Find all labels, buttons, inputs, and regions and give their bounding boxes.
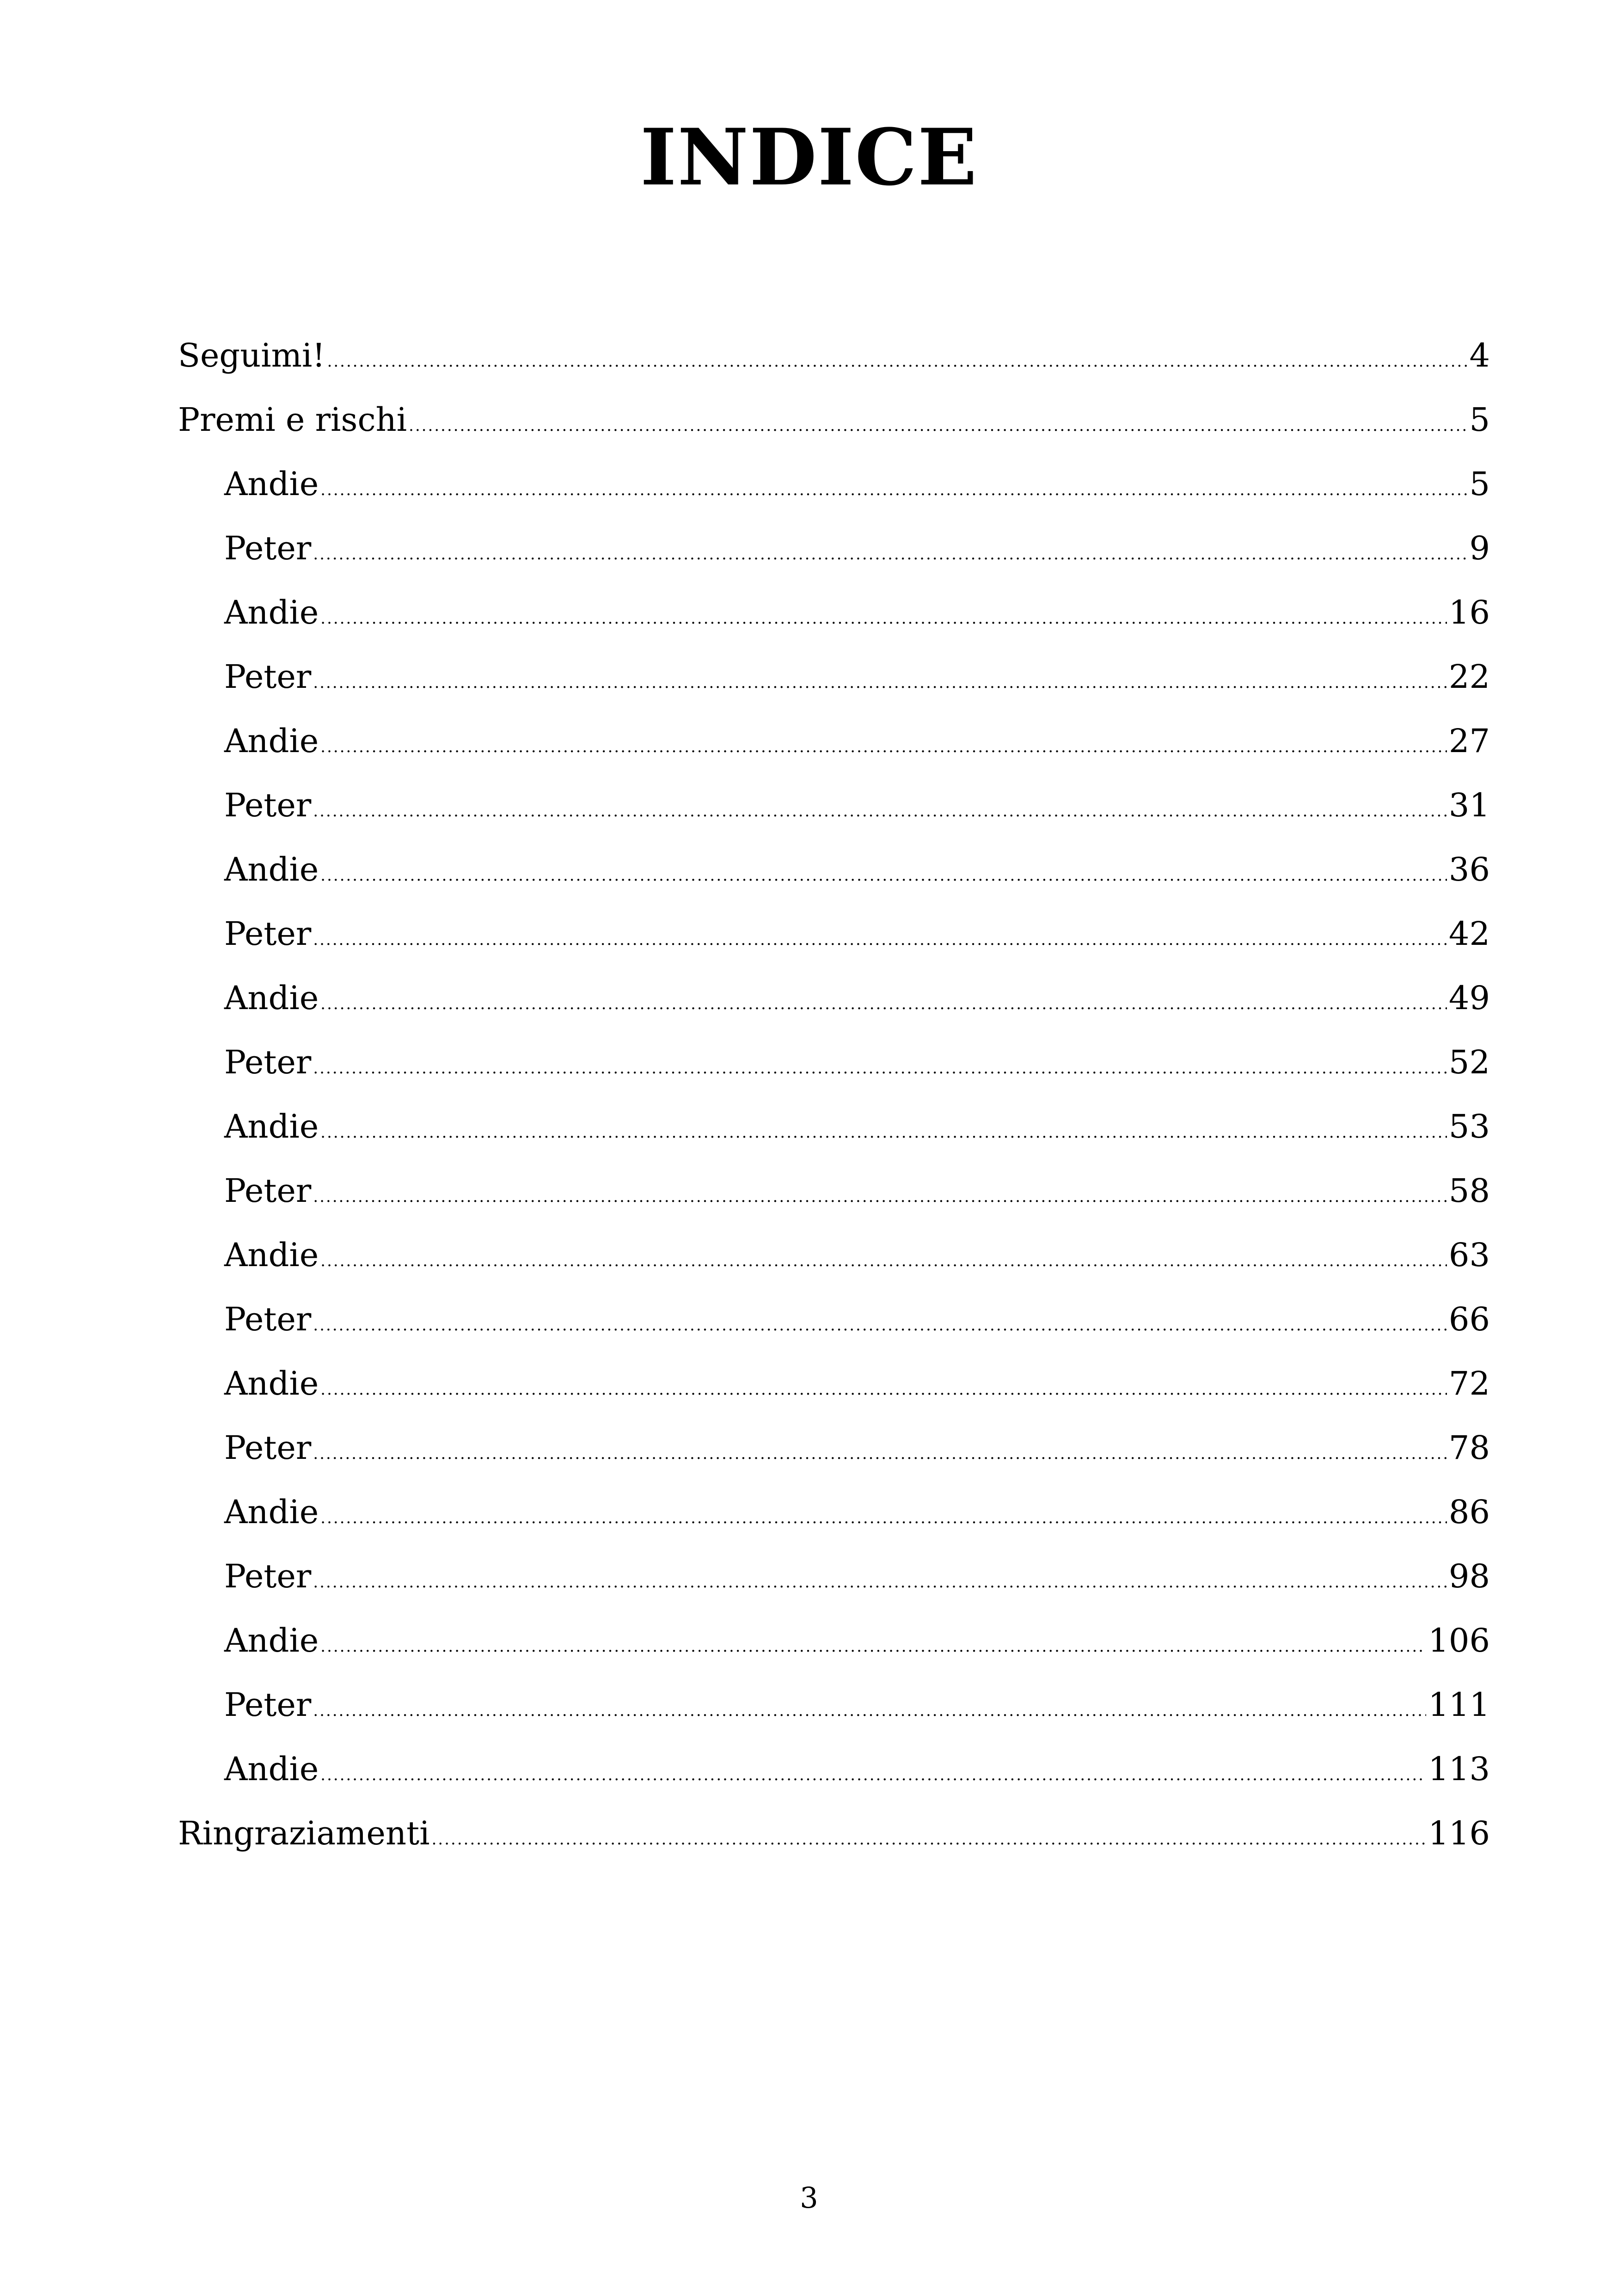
dot-leader [320,1101,1447,1165]
toc-entry-page: 22 [1448,658,1490,696]
dot-leader [313,908,1447,972]
toc-entry-page: 98 [1448,1557,1490,1595]
toc-entry-label: Andie [224,1622,319,1659]
toc-entry-page: 63 [1448,1236,1490,1274]
dot-leader [313,522,1467,587]
toc-entry-page: 31 [1448,786,1490,824]
toc-entry-label: Andie [224,1493,319,1531]
toc-entry-page: 4 [1469,337,1490,374]
toc-entry[interactable] [178,1673,1490,1737]
toc-entry-label: Peter [224,1043,312,1081]
toc-entry-page: 78 [1448,1429,1490,1467]
dot-leader [313,1165,1447,1229]
dot-leader [313,651,1447,715]
toc-entry-page: 53 [1448,1108,1490,1145]
toc-entry[interactable] [178,1352,1490,1416]
dot-leader [327,330,1468,394]
dot-leader [313,1036,1447,1101]
dot-leader [313,1679,1426,1743]
toc-entry[interactable] [178,452,1490,516]
page-title: INDICE [640,111,978,203]
dot-leader [320,972,1447,1036]
toc-entry-label: Peter [224,658,312,696]
toc-entry-label: Andie [224,1750,319,1788]
toc-entry[interactable] [178,773,1490,838]
dot-leader [320,458,1467,522]
toc-entry[interactable] [178,581,1490,645]
dot-leader [409,394,1467,458]
toc-entry[interactable] [178,1095,1490,1159]
toc-entry-page: 36 [1448,851,1490,888]
toc-entry[interactable] [178,1030,1490,1095]
toc-entry-page: 42 [1448,915,1490,953]
dot-leader [320,844,1447,908]
toc-entry[interactable] [178,709,1490,773]
toc-entry-page: 16 [1448,594,1490,631]
dot-leader [320,1615,1426,1679]
toc-entry-label: Peter [224,1429,312,1467]
dot-leader [320,1743,1426,1807]
dot-leader [432,1807,1427,1872]
toc-entry-label: Premi e rischi [178,401,407,439]
toc-entry[interactable] [178,1287,1490,1352]
toc-entry-label: Peter [224,1557,312,1595]
toc-entry-label: Peter [224,786,312,824]
dot-leader [320,1358,1447,1422]
toc-entry[interactable] [178,1609,1490,1673]
dot-leader [320,1486,1447,1550]
toc-entry-label: Peter [224,1300,312,1338]
toc-entry-label: Peter [224,1172,312,1210]
toc-entry-page: 5 [1469,465,1490,503]
toc-entry-page: 72 [1448,1365,1490,1402]
toc-entry-page: 113 [1428,1750,1490,1788]
dot-leader [320,715,1447,779]
dot-leader [313,1293,1447,1358]
toc-entry[interactable] [178,388,1490,452]
toc-entry-label: Peter [224,529,312,567]
toc-entry-page: 5 [1469,401,1490,439]
toc-entry[interactable] [178,1159,1490,1223]
toc-entry-label: Peter [224,1686,312,1724]
toc-entry[interactable] [178,1223,1490,1287]
toc-entry-label: Andie [224,1108,319,1145]
page-number: 3 [800,2181,818,2215]
toc-entry[interactable] [178,324,1490,388]
toc-entry-label: Andie [224,465,319,503]
toc-entry-label: Ringraziamenti [178,1814,430,1852]
toc-entry[interactable] [178,516,1490,581]
toc-entry-label: Andie [224,1236,319,1274]
toc-entry-page: 52 [1448,1043,1490,1081]
toc-entry-label: Seguimi! [178,337,325,374]
dot-leader [320,1229,1447,1293]
toc-entry[interactable] [178,902,1490,966]
toc-entry[interactable] [178,1544,1490,1609]
dot-leader [313,779,1447,844]
toc-entry-page: 111 [1428,1686,1490,1724]
toc-entry-page: 27 [1448,722,1490,760]
toc-entry[interactable] [178,1737,1490,1801]
toc-entry[interactable] [178,838,1490,902]
toc-entry-page: 9 [1469,529,1490,567]
toc-entry[interactable] [178,1416,1490,1480]
toc-entry[interactable] [178,645,1490,709]
toc-entry-label: Andie [224,722,319,760]
toc-entry-page: 49 [1448,979,1490,1017]
toc-entry-page: 86 [1448,1493,1490,1531]
toc-entry-label: Andie [224,979,319,1017]
dot-leader [313,1550,1447,1615]
toc-entry-label: Peter [224,915,312,953]
toc-entry-label: Andie [224,851,319,888]
toc-entry-page: 58 [1448,1172,1490,1210]
toc-entry[interactable] [178,1801,1490,1866]
toc-entry-label: Andie [224,1365,319,1402]
dot-leader [320,587,1447,651]
toc-entry-page: 66 [1448,1300,1490,1338]
toc-entry-page: 116 [1428,1814,1490,1852]
toc-entry[interactable] [178,1480,1490,1544]
dot-leader [313,1422,1447,1486]
table-of-contents [178,324,1490,1866]
toc-entry[interactable] [178,966,1490,1030]
toc-entry-page: 106 [1428,1622,1490,1659]
toc-entry-label: Andie [224,594,319,631]
